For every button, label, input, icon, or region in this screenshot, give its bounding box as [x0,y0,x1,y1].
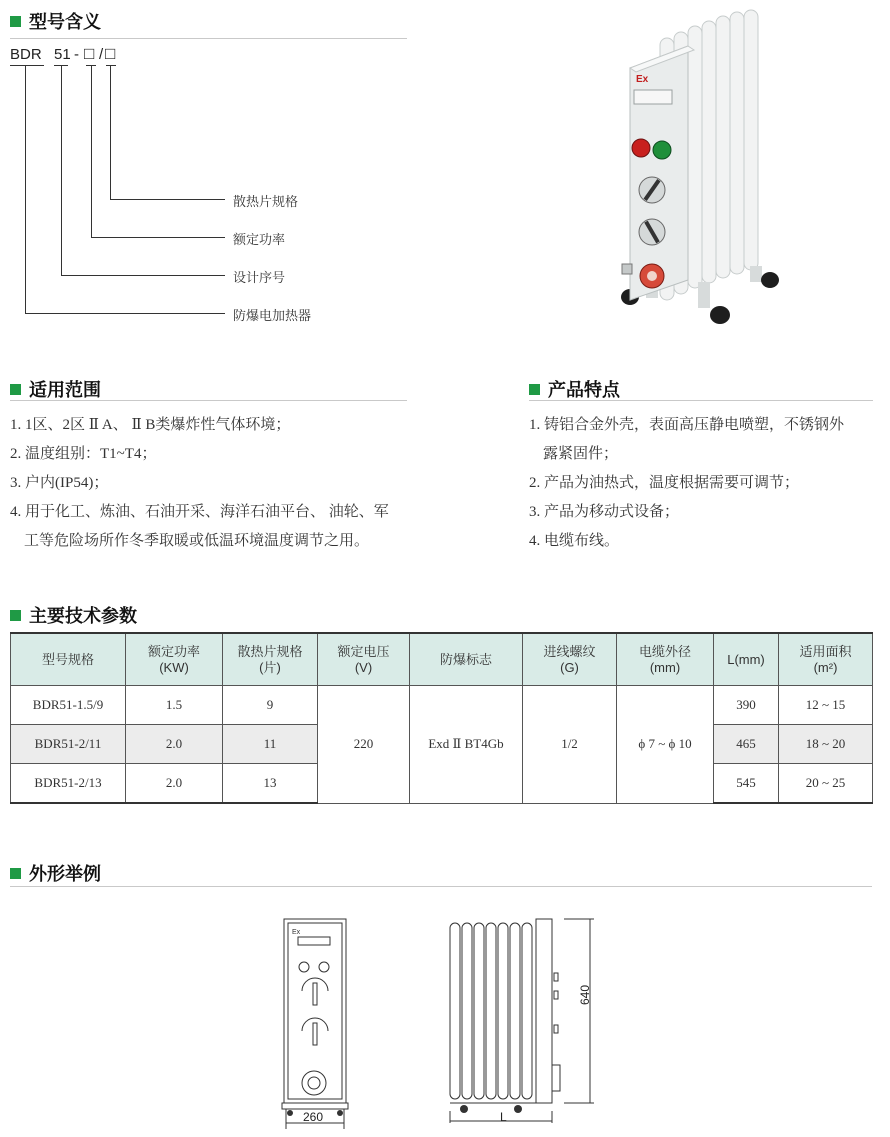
model-dash: - [74,46,79,63]
leader-line [110,199,225,200]
model-box-power: □ [84,44,95,63]
ex-mark: Ex [292,929,301,936]
cell-length: 465 [714,725,779,764]
green-lamp-icon [653,141,671,159]
cell-power: 1.5 [126,686,223,725]
nameplate [634,90,672,104]
section-divider [10,400,407,401]
caster-icon [337,1110,343,1116]
cell-ex-mark: Exd Ⅱ BT4Gb [410,686,523,804]
spec-table [10,632,873,804]
section-marker-icon [10,868,21,879]
col-header-model: 型号规格 [11,633,126,686]
col-header-power: 额定功率 (KW) [126,633,223,686]
cell-model: BDR51-2/11 [11,725,126,764]
caster-icon [710,306,730,324]
cell-length: 545 [714,764,779,804]
list-item: 工等危险场所作冬季取暖或低温环境温度调节之用。 [24,533,370,549]
code-underline [106,65,116,66]
switch-icon [302,978,328,991]
list-item: 1. 1区、2区 Ⅱ A、 Ⅱ B类爆炸性气体环境； [10,417,291,433]
table-row [11,686,873,725]
col-header-length: L(mm) [714,633,779,686]
col-header-fins: 散热片规格 (片) [223,633,318,686]
section-title-scope [10,376,101,402]
caster-icon [514,1105,522,1113]
list-item: 4. 电缆布线。 [529,533,620,549]
caster-icon [460,1105,468,1113]
section-title-features [529,376,620,402]
leader-line [25,66,26,313]
cell-length: 390 [714,686,779,725]
thermostat-icon [302,1071,326,1095]
section-title-text: 外形举例 [29,864,101,884]
leader-line [61,275,225,276]
model-label-fins: 散热片规格 [233,194,299,209]
section-marker-icon [529,384,540,395]
section-divider [529,400,873,401]
cell-thread: 1/2 [523,686,617,804]
cell-fins: 13 [223,764,318,804]
model-slash: / [99,46,104,63]
cell-power: 2.0 [126,725,223,764]
side-view-drawing [444,915,604,1125]
features-list [529,411,879,556]
model-label-power: 额定功率 [233,232,286,247]
section-title-text: 适用范围 [29,380,101,400]
leader-line [91,237,225,238]
section-title-shape [10,860,101,886]
cell-power: 2.0 [126,764,223,804]
list-item: 1. 铸铝合金外壳，表面高压静电喷塑，不锈钢外 [529,417,845,433]
col-header-ex-mark: 防爆标志 [410,633,523,686]
model-label-product: 防爆电加热器 [233,308,312,323]
list-item: 3. 产品为移动式设备； [529,504,680,520]
cell-area: 12 ~ 15 [779,686,873,725]
section-divider [10,38,407,39]
section-title-model [10,8,101,34]
section-title-text: 产品特点 [548,380,620,400]
cell-area: 20 ~ 25 [779,764,873,804]
lamp-icon [299,962,309,972]
section-title-params [10,602,137,628]
leader-line [25,313,225,314]
col-header-area: 适用面积 (m²) [779,633,873,686]
scope-list [10,411,430,556]
col-header-voltage: 额定电压 (V) [318,633,410,686]
front-view-drawing [276,915,356,1130]
section-marker-icon [10,610,21,621]
dim-height: 640 [578,984,592,1005]
cell-fins: 9 [223,686,318,725]
col-header-cable: 电缆外径 (mm) [617,633,714,686]
cell-model: BDR51-2/13 [11,764,126,804]
section-divider [10,886,872,887]
list-item: 4. 用于化工、炼油、石油开采、海洋石油平台、 油轮、军 [10,504,389,520]
cable-gland-icon [622,264,632,274]
list-item: 露紧固件； [543,446,619,462]
list-item: 3. 户内(IP54)； [10,475,109,491]
leader-line [91,66,92,237]
lamp-icon [319,962,329,972]
code-underline [10,65,44,66]
model-label-design: 设计序号 [233,270,286,285]
switch-icon [302,1018,328,1031]
section-marker-icon [10,384,21,395]
cell-fins: 11 [223,725,318,764]
section-marker-icon [10,16,21,27]
section-title-text: 主要技术参数 [29,606,137,626]
product-photo [600,8,800,330]
caster-icon [287,1110,293,1116]
list-item: 2. 温度组别：T1~T4； [10,446,157,462]
model-prefix: BDR [10,46,42,63]
section-title-text: 型号含义 [29,12,101,32]
cell-model: BDR51-1.5/9 [11,686,126,725]
model-box-fins: □ [105,44,116,63]
ex-mark: Ex [636,74,649,85]
caster-icon [761,272,779,288]
cell-area: 18 ~ 20 [779,725,873,764]
dim-length: L [500,1110,507,1124]
cell-cable: ϕ 7 ~ ϕ 10 [617,686,714,804]
table-header-row [11,633,873,686]
red-lamp-icon [632,139,650,157]
dim-width: 260 [303,1110,324,1124]
list-item: 2. 产品为油热式，温度根据需要可调节； [529,475,800,491]
model-design-no: 51 [54,46,71,63]
leader-line [61,66,62,275]
cell-voltage: 220 [318,686,410,804]
col-header-thread: 进线螺纹 (G) [523,633,617,686]
leader-line [110,66,111,199]
